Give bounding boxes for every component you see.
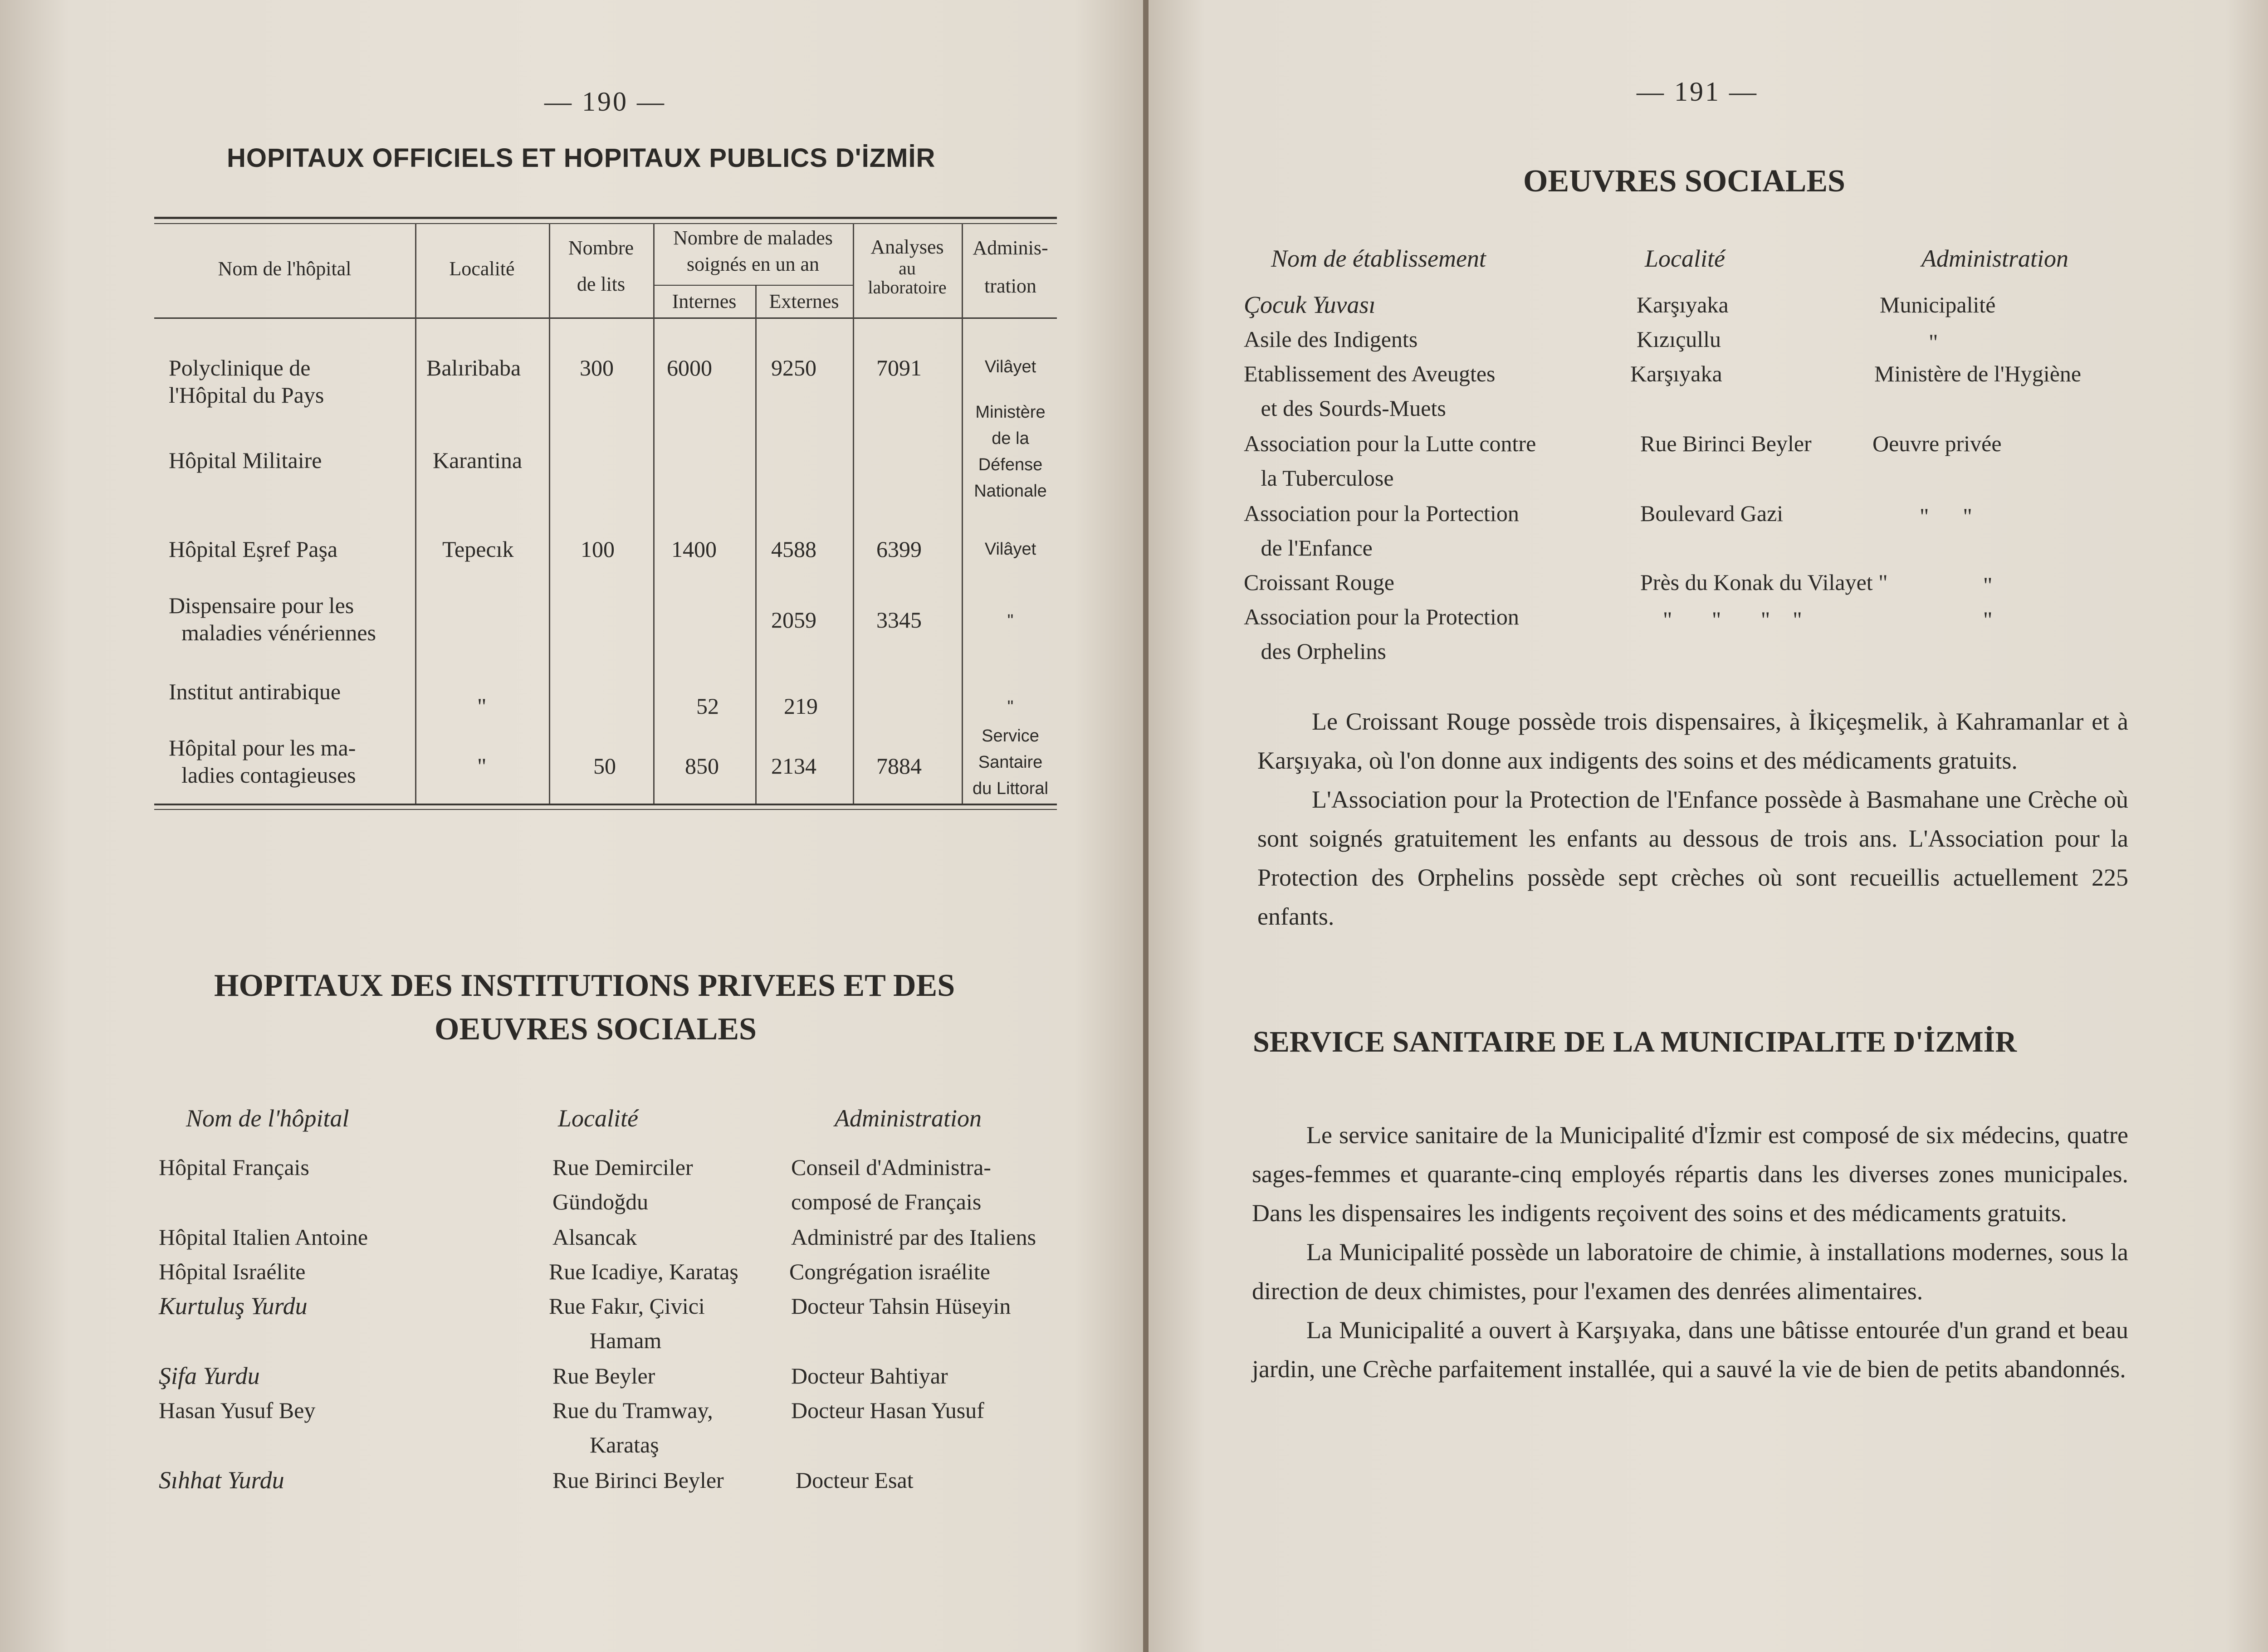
list-item-locality: Rue Fakır, Çivici — [549, 1293, 705, 1319]
list-item-name: Çocuk Yuvası — [1244, 291, 1376, 318]
section-title-private: HOPITAUX DES INSTITUTIONS PRIVEES ET DES — [214, 968, 955, 1003]
table-row-admin: Vilâyet — [984, 357, 1036, 376]
table-row-locality: " — [477, 693, 487, 719]
list-item-admin: Conseil d'Administra- — [791, 1155, 991, 1180]
paragraph-croissant — [1257, 702, 2128, 936]
list-item-locality: Kızıçullu — [1637, 327, 1721, 352]
list-item-name: Asile des Indigents — [1244, 327, 1418, 352]
table-row-admin: Défense — [978, 455, 1043, 474]
table-row-name: ladies contagieuses — [181, 762, 356, 788]
list-item-name: Hôpital Italien Antoine — [159, 1224, 368, 1250]
header-beds-2: de lits — [577, 273, 626, 295]
oeuvres-header-name: Nom de établissement — [1271, 245, 1486, 272]
table-row-externes: 9250 — [771, 355, 816, 380]
oeuvres-header-locality: Localité — [1645, 245, 1725, 272]
table-row-name: Hôpital Eşref Paşa — [169, 536, 338, 562]
table-row-beds: 300 — [580, 355, 614, 380]
table-row-name: Polyclinique de — [169, 355, 311, 380]
paragraph-text: L'Association pour la Protection de l'Enfance possède à Basmahane une Crèche où sont soignés gratuitement les enfants au dessous de trois ans. L'Association pour la Protection des Orphelins possède sept crèches où sont recueillis actuellement 225 enfants. — [1257, 786, 2128, 930]
table-row-internes: 52 — [696, 693, 719, 719]
table-row-locality: Balıribaba — [426, 355, 521, 380]
table-row-name: Dispensaire pour les — [169, 593, 354, 618]
list-item-admin: composé de Français — [791, 1189, 982, 1214]
header-beds-1: Nombre — [568, 237, 634, 259]
oeuvres-header-admin: Administration — [1921, 245, 2069, 272]
header-admin-2: tration — [984, 275, 1036, 297]
list-item-admin: " — [1983, 607, 1993, 632]
list-item-name: Association pour la Lutte contre — [1244, 431, 1536, 456]
paragraph-service — [1252, 1116, 2128, 1389]
table-row-externes: 2134 — [771, 753, 816, 779]
list-item-locality: Gündoğdu — [552, 1189, 649, 1214]
list-item-locality: Alsancak — [552, 1224, 637, 1250]
header-analyses-2: au — [899, 258, 916, 278]
header-externes: Externes — [769, 290, 839, 312]
list-item-locality: Boulevard Gazi — [1640, 501, 1784, 526]
table-row-internes: 1400 — [671, 536, 717, 562]
header-analyses-3: laboratoire — [868, 277, 947, 297]
header-patients-2: soignés en un an — [686, 253, 820, 275]
table-row-admin: de la — [992, 429, 1029, 448]
header-admin-1: Adminis- — [973, 237, 1048, 259]
list-item-locality: Rue Demirciler — [552, 1155, 693, 1180]
list-item-admin: " " — [1920, 503, 1972, 529]
list-item-name: Hasan Yusuf Bey — [159, 1398, 316, 1423]
list-item-locality: " " " " — [1663, 607, 1802, 632]
list-item-locality: Rue du Tramway, — [552, 1398, 713, 1423]
list-item-name: Kurtuluş Yurdu — [159, 1292, 308, 1320]
table-row-analyses: 7884 — [876, 753, 922, 779]
table-row-externes: 219 — [784, 693, 818, 719]
table-row-admin: Santaire — [978, 753, 1043, 772]
list-item-admin: Docteur Esat — [796, 1467, 914, 1493]
table-row-internes: 6000 — [667, 355, 712, 380]
list-item-name: Etablissement des Aveugtes — [1244, 361, 1496, 386]
table-row-analyses: 3345 — [876, 607, 922, 633]
list-item-admin: Docteur Bahtiyar — [791, 1363, 948, 1389]
list-item-locality: Rue Icadiye, Karataş — [549, 1259, 738, 1284]
oeuvres-title: OEUVRES SOCIALES — [1523, 164, 1845, 199]
list-item-locality: Rue Birinci Beyler — [1640, 431, 1812, 456]
table-row-beds: 100 — [581, 536, 615, 562]
table-row-externes: 2059 — [771, 607, 816, 633]
right-page — [1149, 0, 2268, 1652]
list-item-name: Şifa Yurdu — [159, 1362, 260, 1389]
table-row-admin: " — [1007, 697, 1014, 716]
list-item-name: Hôpital Israélite — [159, 1259, 306, 1284]
list-item-name: la Tuberculose — [1244, 465, 1394, 491]
list-item-name: Hôpital Français — [159, 1155, 309, 1180]
table-row-admin: Service — [982, 726, 1039, 746]
list-item-admin: Oeuvre privée — [1872, 431, 2002, 456]
list-item-admin: " — [1983, 572, 1993, 598]
list-item-name: Association pour la Protection — [1244, 604, 1519, 629]
paragraph-text: Le service sanitaire de la Municipalité d'İzmir est composé de six médecins, quatre sages-femmes et quarante-cinq employés répartis dans les diverses zones municipales. Dans les dispensaires les indigents reçoivent des soins et des médicaments gratuits. — [1252, 1121, 2128, 1227]
table-row-internes: 850 — [685, 753, 719, 779]
list-item-admin: Administré par des Italiens — [791, 1224, 1036, 1250]
list-item-locality: Hamam — [590, 1328, 662, 1353]
table-row-admin: Ministère — [975, 403, 1046, 422]
table-row-locality: Tepecık — [442, 536, 514, 562]
section-title-private-2: OEUVRES SOCIALES — [435, 1012, 757, 1047]
list-item-locality: Près du Konak du Vilayet " — [1640, 570, 1888, 595]
list-item-locality: Karataş — [590, 1432, 659, 1457]
list-item-name: et des Sourds-Muets — [1244, 395, 1446, 421]
header-patients-1: Nombre de malades — [673, 227, 833, 249]
table-row-admin: " — [1007, 611, 1014, 630]
table-row-admin: du Littoral — [973, 779, 1048, 798]
table-row-name: Hôpital Militaire — [169, 448, 322, 473]
list-item-admin: " — [1929, 329, 1938, 355]
page-number-right: — 191 — — [1637, 77, 1758, 107]
private-header-locality: Localité — [558, 1105, 638, 1132]
service-sanitaire-title: SERVICE SANITAIRE DE LA MUNICIPALITE D'İZMİR — [1253, 1025, 2017, 1058]
header-internes: Internes — [672, 290, 737, 312]
table-title: HOPITAUX OFFICIELS ET HOPITAUX PUBLICS D'İZMİR — [227, 143, 936, 173]
table-row-externes: 4588 — [771, 536, 816, 562]
paragraph-text: La Municipalité a ouvert à Karşıyaka, dans une bâtisse entourée d'un grand et beau jardin, une Crèche parfaitement installée, qui a sauvé la vie de bien de petits abandonnés. — [1252, 1316, 2128, 1383]
list-item-admin: Docteur Hasan Yusuf — [791, 1398, 984, 1423]
header-name: Nom de l'hôpital — [218, 258, 352, 280]
private-header-admin: Administration — [835, 1105, 982, 1132]
list-item-name: de l'Enfance — [1244, 535, 1373, 560]
table-row-analyses: 7091 — [876, 355, 922, 380]
header-analyses-1: Analyses — [870, 236, 944, 258]
list-item-locality: Karşıyaka — [1630, 361, 1722, 386]
table-row-admin: Nationale — [974, 482, 1047, 501]
page-number-left: — 190 — — [544, 87, 666, 117]
table-row-locality: " — [477, 753, 487, 779]
list-item-name: Sıhhat Yurdu — [159, 1467, 284, 1494]
list-item-admin: Ministère de l'Hygiène — [1874, 361, 2082, 386]
list-item-admin: Congrégation israélite — [789, 1259, 990, 1284]
list-item-admin: Municipalité — [1880, 292, 1996, 317]
list-item-name: Croissant Rouge — [1244, 570, 1394, 595]
table-row-name: maladies vénériennes — [181, 620, 376, 645]
list-item-locality: Rue Beyler — [552, 1363, 655, 1389]
list-item-name: Association pour la Portection — [1244, 501, 1519, 526]
table-row-beds: 50 — [593, 753, 616, 779]
table-row-name: Hôpital pour les ma- — [169, 735, 356, 760]
list-item-locality: Karşıyaka — [1637, 292, 1729, 317]
header-locality: Localité — [449, 258, 515, 280]
table-row-name: l'Hôpital du Pays — [169, 382, 324, 408]
table-row-analyses: 6399 — [876, 536, 922, 562]
table-row-admin: Vilâyet — [984, 540, 1036, 559]
table-row-name: Institut antirabique — [169, 679, 341, 704]
private-header-name: Nom de l'hôpital — [186, 1105, 349, 1132]
list-item-admin: Docteur Tahsin Hüseyin — [791, 1293, 1011, 1319]
list-item-name: des Orphelins — [1244, 638, 1386, 664]
list-item-locality: Rue Birinci Beyler — [552, 1467, 724, 1493]
paragraph-text: La Municipalité possède un laboratoire de chimie, à installations modernes, sous la direction de deux chimistes, pour l'examen des denrées alimentaires. — [1252, 1238, 2128, 1305]
book-gutter — [1143, 0, 1149, 1652]
paragraph-text: Le Croissant Rouge possède trois dispensaires, à İkiçeşmelik, à Kahramanlar et à Karşıyaka, où l'on donne aux indigents des soins et des médicaments gratuits. — [1257, 708, 2128, 774]
table-row-locality: Karantina — [433, 448, 523, 473]
